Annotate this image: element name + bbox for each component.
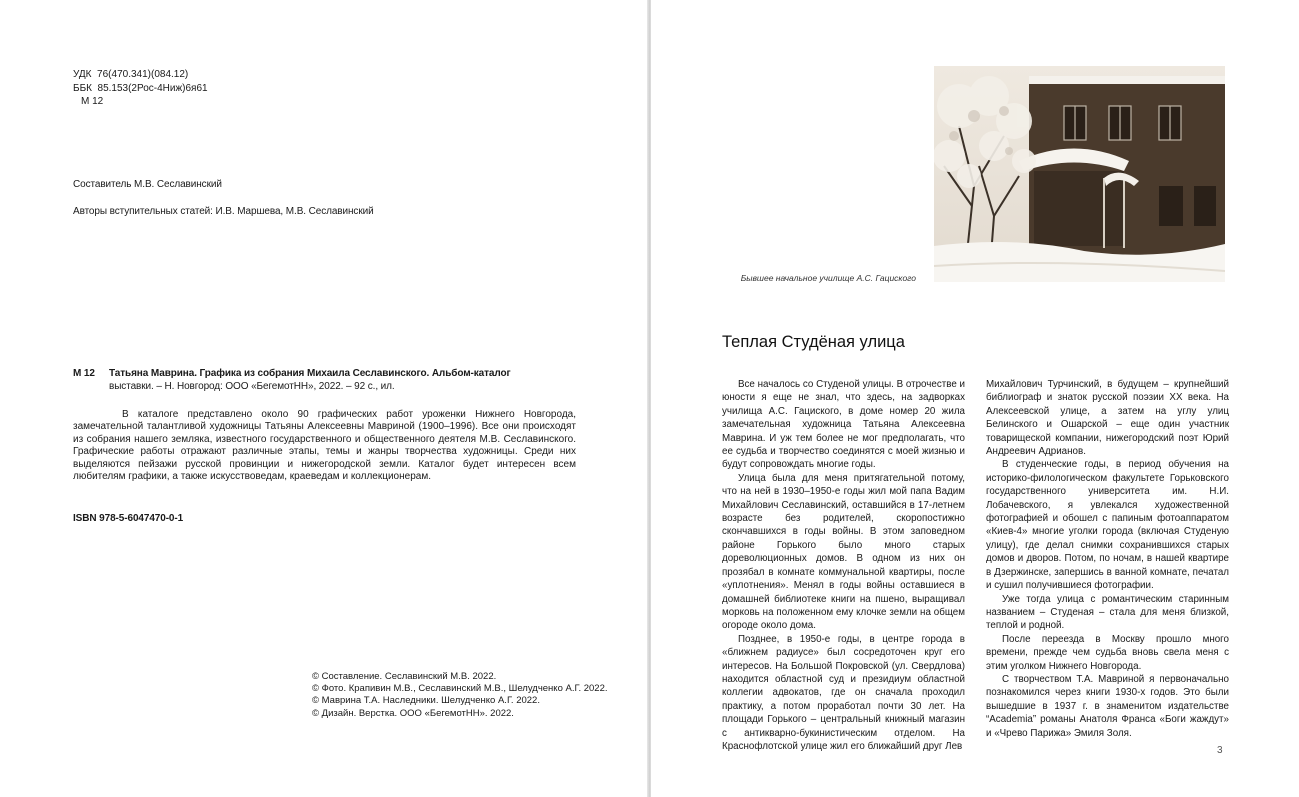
school-photo [934,66,1225,282]
bib-heading: Татьяна Маврина. Графика из собрания Михаила Сеславинского. Альбом-каталог [109,368,511,379]
paragraph: Улица была для меня притягательной потому, что на ней в 1930–1950-е годы жил мой папа Вадим Михайлович Сеславинский, оставшийся в 17-летнем возрасте без родителей, скоропостижно скончавшихся в годы войны. В этом заповедном районе Горького было много старых дореволюционных домов. В одном из них он прозябал в комнате коммунальной квартиры, после «уплотнения». Менял в годы войны оставшиеся в домашней библиотеке книги на пшено, выращивал морковь на положенном ему клочке земли на общем огороде около дома. [722,472,965,632]
paragraph: Позднее, в 1950-е годы, в центре города в «ближнем радиусе» был сосредоточен круг его интересов. На Большой Покровской (ул. Свердлова) находится областной суд и президиум областной коллегии адвокатов, где он сначала проходил практику, а потом проработал почти 30 лет. На площади Горького – центральный книжный магазин с антикварно-букинистическим отделом. На Краснофлотской улице жил его ближайший друг Лев [722,633,965,752]
photo-caption: Бывшее начальное училище А.С. Гациского [740,273,916,283]
author-mark: М 12 [81,96,104,107]
left-page [0,0,649,797]
page-number: 3 [1217,745,1223,756]
udk-code: УДК 76(470.341)(084.12) [73,69,189,80]
copyright-line: © Фото. Крапивин М.В., Сеславинский М.В., Шелудченко А.Г. 2022. [312,683,608,695]
school-photo-image [934,66,1225,282]
classification-codes [73,68,273,109]
paragraph: Уже тогда улица с романтическим старинным названием – Студеная – стала для меня близкой, теплой и родной. [986,593,1229,632]
isbn: ISBN 978-5-6047470-0-1 [73,513,184,524]
article-title: Теплая Студёная улица [722,333,905,351]
text-column-1 [722,378,965,753]
bbk-code: ББК 85.153(2Рос-4Ниж)6я61 [73,82,208,94]
authors-line: Авторы вступительных статей: И.В. Маршева, М.В. Сеславинский [73,206,374,217]
bib-imprint: выставки. – Н. Новгород: ООО «БегемотНН», 2022. – 92 с., ил. [109,381,395,392]
bibliographic-record [73,367,578,393]
annotation [73,409,576,483]
paragraph: В студенческие годы, в период обучения на историко-филологическом факультете Горьковского государственного университета им. Н.И. Лобачевского, я увлекался художественной фотографией и обошел с папиным фотоаппаратом «Киев-4» многие уголки города (включая Студеную улицу), где делал снимки сохранившихся старых домов и дворов. Потом, по ночам, в нашей квартире в Дзержинске, запершись в ванной комнате, печатал и сушил получившиеся фотографии. [986,459,1229,592]
paragraph: Все началось со Студеной улицы. В отрочестве и юности я еще не знал, что здесь, на задворках училища А.С. Гациского, в доме номер 20 жила замечательная художница Татьяна Алексеевна Маврина. И уж тем более не мог предполагать, что ее судьба и творчество соединятся с моей жизнью и будут сопровождать многие годы. [722,379,965,471]
annotation-text: В каталоге представлено около 90 графических работ уроженки Нижнего Новгорода, замечательной талантливой художницы Татьяны Алексеевны Мавриной (1900–1996). Все они происходят из собрания нашего земляка, известного государственного и общественного деятеля М.В. Сеславинского. Графические работы отражают различные этапы, темы и жанры творчества художницы. Среди них выделяются пейзажи русской провинции и нижегородской земли. Каталог будет интересен всем любителям графики, а также искусствоведам, краеведам и коллекционерам. [73,409,576,483]
text-column-2 [986,378,1229,740]
paragraph: Михайлович Турчинский, в будущем – крупнейший библиограф и знаток русской поэзии XX века. На Алексеевской улице, а затем на углу улиц Белинского и Ошарской – еще один участник товарищеской компании, нижегородский поэт Юрий Андреевич Адрианов. [986,379,1229,458]
copyright-line: © Маврина Т.А. Наследники. Шелудченко А.Г. 2022. [312,695,540,707]
copyright-line: © Составление. Сеславинский М.В. 2022. [312,671,497,682]
paragraph: С творчеством Т.А. Мавриной я первоначально познакомился через книги 1930-х годов. Это были вышедшие в 1937 г. в знаменитом издательстве “Academia” романы Анатоля Франса «Боги жаждут» и «Чрево Парижа» Эмиля Золя. [986,673,1229,739]
copyright-line: © Дизайн. Верстка. ООО «БегемотНН». 2022. [312,707,514,719]
bib-code: М 12 [73,368,95,379]
compiler-line: Составитель М.В. Сеславинский [73,179,222,190]
copyright-block [312,671,612,720]
paragraph: После переезда в Москву прошло много времени, прежде чем судьба вновь свела меня с этим уголком Нижнего Новгорода. [986,633,1229,672]
